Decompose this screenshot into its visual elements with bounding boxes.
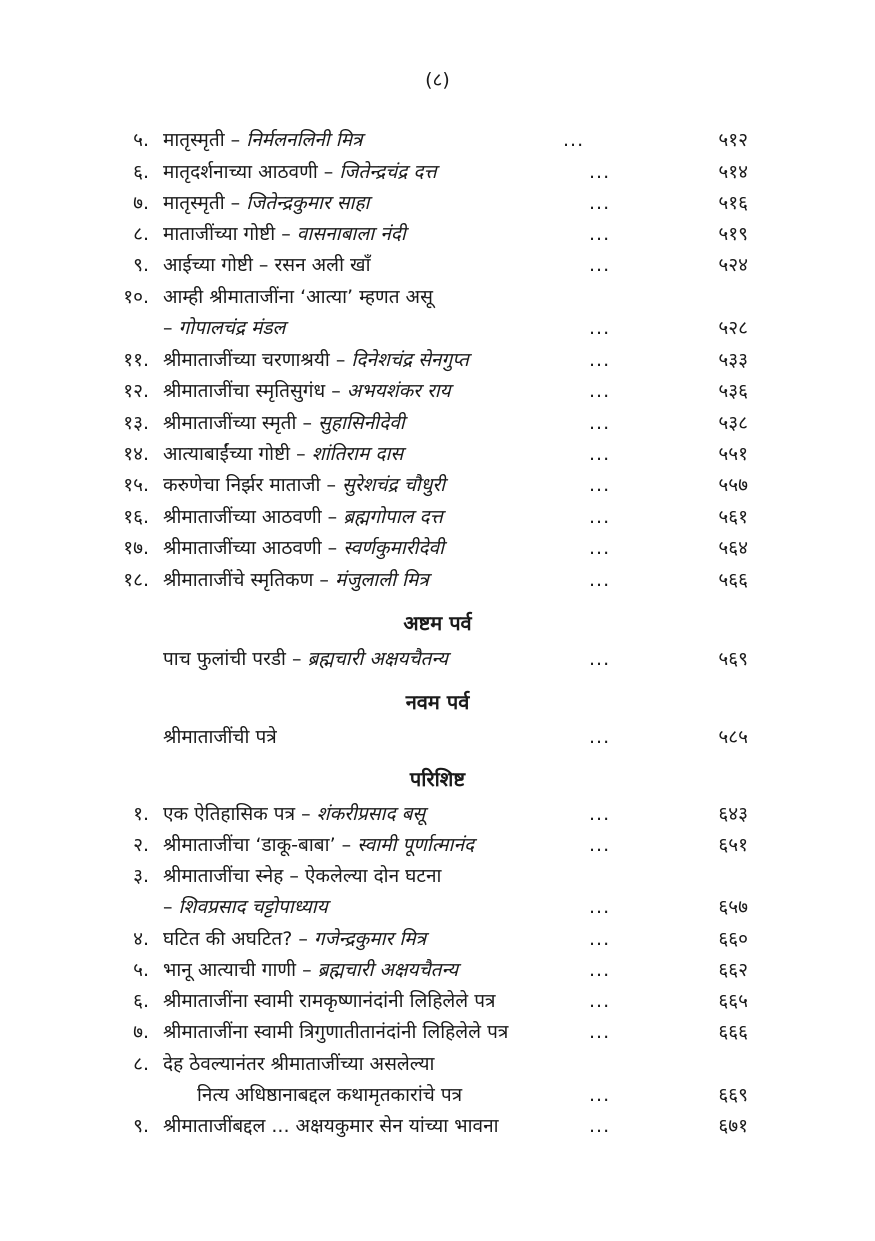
entry-author: सुहासिनीदेवी [318,412,405,434]
leader-dots: ... [589,648,611,670]
entry-page: ६५७ [718,896,748,918]
entry-author: ब्रह्मगोपाल दत्त [343,506,443,528]
toc-entry [0,645,875,673]
toc-entry [0,126,875,154]
entry-number: १५. [123,474,149,496]
entry-author: निर्मलनलिनी मित्र [246,129,363,151]
entry-number: ९. [133,254,149,276]
entry-author: शिवप्रसाद चट्टोपाध्याय [178,896,328,918]
toc-entry [0,283,875,311]
entry-title: करुणेचा निर्झर माताजी – सुरेशचंद्र चौधुरी [163,474,446,496]
entry-title: श्रीमाताजींचा ‘डाकू-बाबा’ – स्वामी पूर्णात्मानंद [163,834,475,856]
entry-title: श्रीमाताजींना स्वामी रामकृष्णानंदांनी लिहिलेले पत्र [163,990,496,1012]
entry-page: ५६९ [718,648,748,670]
entry-title: एक ऐतिहासिक पत्र – शंकरीप्रसाद बसू [163,803,426,825]
entry-title: श्रीमाताजींचे स्मृतिकण – मंजुलाली मित्र [163,569,429,591]
leader-dots: ... [589,474,611,496]
entry-title: मातृस्मृती – जितेन्द्रकुमार साहा [163,192,370,214]
entry-number: ८. [133,1053,149,1075]
entry-page: ५२८ [718,317,748,339]
entry-number: ५. [133,129,149,151]
entry-page: ६६९ [718,1084,748,1106]
toc-entry [0,377,875,405]
leader-dots: ... [589,349,611,371]
entry-number: १७. [123,537,149,559]
entry-page: ५१४ [718,161,748,183]
entry-author: जितेन्द्रचंद्र दत्त [339,161,437,183]
toc-entry [0,251,875,279]
entry-title: श्रीमाताजींबद्दल ... अक्षयकुमार सेन यांच्या भावना [163,1115,499,1137]
toc-entry [0,1018,875,1046]
entry-title: घटित की अघटित? – गजेन्द्रकुमार मित्र [163,928,427,950]
entry-page: ६६६ [718,1021,748,1043]
toc-entry-continuation [0,314,875,342]
entry-author: स्वामी पूर्णात्मानंद [357,834,475,856]
leader-dots: ... [589,254,611,276]
toc-entry [0,503,875,531]
toc-entry-continuation [0,1081,875,1109]
leader-dots: ... [589,896,611,918]
entry-title: श्रीमाताजींच्या आठवणी – ब्रह्मगोपाल दत्त [163,506,443,528]
leader-dots: ... [589,959,611,981]
leader-dots: ... [589,443,611,465]
entry-author: ब्रह्मचारी अक्षयचैतन्य [317,959,459,981]
toc-entry [0,800,875,828]
entry-number: ७. [133,192,149,214]
entry-page: ५१२ [718,129,748,151]
entry-page: ६६२ [718,959,748,981]
entry-page: ६७१ [718,1115,748,1137]
entry-page: ५३३ [718,349,748,371]
entry-number: ४. [133,928,149,950]
entry-title: श्रीमाताजींच्या स्मृती – सुहासिनीदेवी [163,412,405,434]
entry-title: श्रीमाताजींच्या आठवणी – स्वर्णकुमारीदेवी [163,537,445,559]
entry-title: श्रीमाताजींना स्वामी त्रिगुणातीतानंदांनी लिहिलेले पत्र [163,1021,509,1043]
toc-entry [0,925,875,953]
entry-author: स्वर्णकुमारीदेवी [343,537,445,559]
entry-page: ६६० [718,928,748,950]
toc-entry [0,158,875,186]
toc-entry [0,987,875,1015]
leader-dots: ... [589,192,611,214]
leader-dots: ... [589,1115,611,1137]
entry-author: दिनेशचंद्र सेनगुप्त [351,349,469,371]
section-heading-parishishta: परिशिष्ट [409,767,466,791]
leader-dots: ... [589,506,611,528]
leader-dots: ... [589,317,611,339]
entry-number: ९. [133,1115,149,1137]
entry-page: ५५१ [718,443,748,465]
entry-author: शांतिराम दास [311,443,404,465]
entry-title: मातृदर्शनाच्या आठवणी – जितेन्द्रचंद्र दत्त [163,161,437,183]
entry-title: माताजींच्या गोष्टी – वासनाबाला नंदी [163,223,406,245]
entry-page: ५१९ [718,223,748,245]
entry-page: ५६६ [718,569,748,591]
entry-number: २. [133,834,149,856]
entry-number: ६. [133,161,149,183]
entry-number: १८. [123,569,149,591]
entry-page: ६४३ [718,803,748,825]
section-heading-navam: नवम पर्व [405,690,470,714]
toc-entry [0,566,875,594]
toc-entry [0,723,875,751]
entry-author: मंजुलाली मित्र [334,569,429,591]
leader-dots: ... [589,803,611,825]
entry-title: भानू आत्याची गाणी – ब्रह्मचारी अक्षयचैतन्य [163,959,459,981]
toc-entry [0,440,875,468]
entry-number: ११. [123,349,149,371]
leader-dots: ... [589,990,611,1012]
entry-title: आईच्या गोष्टी – रसन अली खाँ [163,254,371,276]
entry-author: शंकरीप्रसाद बसू [316,803,426,825]
entry-author: सुरेशचंद्र चौधुरी [342,474,446,496]
entry-number: १०. [123,286,149,308]
entry-author: वासनाबाला नंदी [296,223,406,245]
entry-page: ५६१ [718,506,748,528]
leader-dots: ... [589,726,611,748]
leader-dots: ... [589,223,611,245]
entry-page: ५६४ [718,537,748,559]
leader-dots: ... [589,834,611,856]
entry-author: गजेन्द्रकुमार मित्र [313,928,427,950]
page-number: (८) [425,69,450,91]
entry-number: १३. [123,412,149,434]
entry-title: – गोपालचंद्र मंडल [163,317,286,339]
toc-entry [0,220,875,248]
section-heading-ashtam: अष्टम पर्व [403,611,472,635]
entry-page: ५३८ [718,412,748,434]
leader-dots: ... [589,928,611,950]
entry-page: ५८५ [718,726,748,748]
entry-title: श्रीमाताजींचा स्नेह – ऐकलेल्या दोन घटना [163,865,442,887]
leader-dots: ... [589,1021,611,1043]
entry-author: ब्रह्मचारी अक्षयचैतन्य [307,648,448,670]
entry-number: १. [133,803,149,825]
toc-entry-continuation [0,893,875,921]
toc-entry [0,831,875,859]
toc-entry [0,189,875,217]
entry-number: ८. [133,223,149,245]
entry-number: १२. [123,380,149,402]
entry-author: गोपालचंद्र मंडल [178,317,286,339]
leader-dots: ... [589,569,611,591]
toc-entry [0,1050,875,1078]
entry-page: ६५१ [718,834,748,856]
entry-title: आत्याबाईंच्या गोष्टी – शांतिराम दास [163,443,404,465]
entry-title: मातृस्मृती – निर्मलनलिनी मित्र [163,129,363,151]
entry-author: जितेन्द्रकुमार साहा [246,192,370,214]
entry-title: पाच फुलांची परडी – ब्रह्मचारी अक्षयचैतन्य [163,648,448,670]
toc-entry [0,1112,875,1140]
toc-entry [0,534,875,562]
entry-page: ५३६ [718,380,748,402]
leader-dots: ... [589,1084,611,1106]
entry-number: ६. [133,990,149,1012]
entry-title: श्रीमाताजींचा स्मृतिसुगंध – अभयशंकर राय [163,380,451,402]
entry-page: ५१६ [718,192,748,214]
toc-entry [0,409,875,437]
entry-title: – शिवप्रसाद चट्टोपाध्याय [163,896,328,918]
leader-dots: ... [563,129,585,151]
toc-entry [0,862,875,890]
entry-page: ५५७ [718,474,748,496]
entry-number: ३. [133,865,149,887]
entry-title: श्रीमाताजींच्या चरणाश्रयी – दिनेशचंद्र सेनगुप्त [163,349,469,371]
leader-dots: ... [589,380,611,402]
toc-entry [0,346,875,374]
toc-entry [0,471,875,499]
entry-title: देह ठेवल्यानंतर श्रीमाताजींच्या असलेल्या [163,1053,435,1075]
entry-title: आम्ही श्रीमाताजींना ‘आत्या’ म्हणत असू [163,286,433,308]
entry-number: १६. [123,506,149,528]
leader-dots: ... [589,161,611,183]
toc-entry [0,956,875,984]
entry-author: अभयशंकर राय [346,380,451,402]
leader-dots: ... [589,537,611,559]
entry-page: ६६५ [718,990,748,1012]
leader-dots: ... [589,412,611,434]
entry-title: श्रीमाताजींची पत्रे [163,726,277,748]
entry-page: ५२४ [718,254,748,276]
entry-title: नित्य अधिष्ठानाबद्दल कथामृतकारांचे पत्र [197,1084,463,1106]
entry-number: १४. [123,443,149,465]
entry-number: ५. [133,959,149,981]
entry-number: ७. [133,1021,149,1043]
